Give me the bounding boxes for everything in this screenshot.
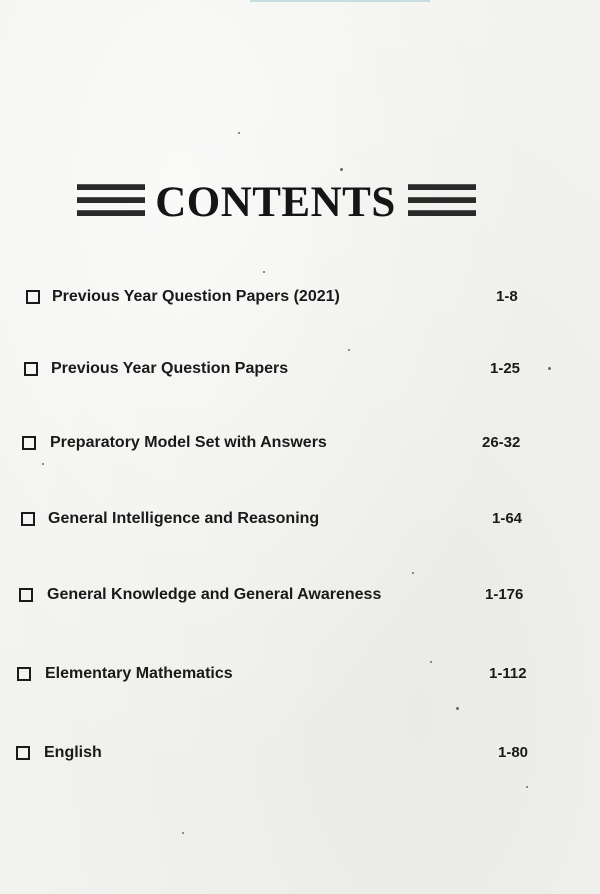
scan-speck [430,661,432,663]
toc-entry-label: General Knowledge and General Awareness [47,586,382,603]
toc-entry[interactable] [19,584,539,606]
toc-entry-pages: 26-32 [482,434,521,451]
toc-entry-label: General Intelligence and Reasoning [48,510,320,527]
scan-speck [42,463,44,465]
toc-entry-label: Preparatory Model Set with Answers [50,434,327,451]
page-title: CONTENTS [155,179,396,226]
toc-entry-pages: 1-8 [496,288,518,305]
scan-speck [348,349,350,351]
scan-speck [263,271,265,273]
scan-speck [238,132,240,134]
scan-speck [340,168,343,171]
scan-speck [182,832,184,834]
toc-entry[interactable] [24,358,544,380]
toc-entry-label: Previous Year Question Papers [51,360,289,377]
toc-entry[interactable] [21,508,541,530]
scan-speck [412,572,414,574]
toc-entry-pages: 1-64 [492,510,523,527]
toc-entry-pages: 1-80 [498,744,529,761]
toc-entry[interactable] [22,432,542,454]
checkbox-icon [22,436,36,450]
scan-speck [526,786,528,788]
toc-entry-pages: 1-25 [490,360,521,377]
checkbox-icon [17,667,31,681]
checkbox-icon [24,362,38,376]
toc-entry-label: English [44,744,102,761]
toc-entry-label: Previous Year Question Papers (2021) [52,288,340,305]
checkbox-icon [16,746,30,760]
toc-entry[interactable] [26,286,546,308]
triple-bar-ornament-right-icon [408,184,476,216]
checkbox-icon [21,512,35,526]
scan-speck [548,367,551,370]
scan-edge-mark [250,0,430,2]
toc-entry-pages: 1-176 [485,586,524,603]
toc-entry-label: Elementary Mathematics [45,665,233,682]
checkbox-icon [26,290,40,304]
toc-entry[interactable] [16,742,536,764]
checkbox-icon [19,588,33,602]
scan-speck [456,707,459,710]
contents-header [0,178,600,230]
triple-bar-ornament-left-icon [77,184,145,216]
toc-entry[interactable] [17,663,537,685]
toc-entry-pages: 1-112 [489,665,527,682]
